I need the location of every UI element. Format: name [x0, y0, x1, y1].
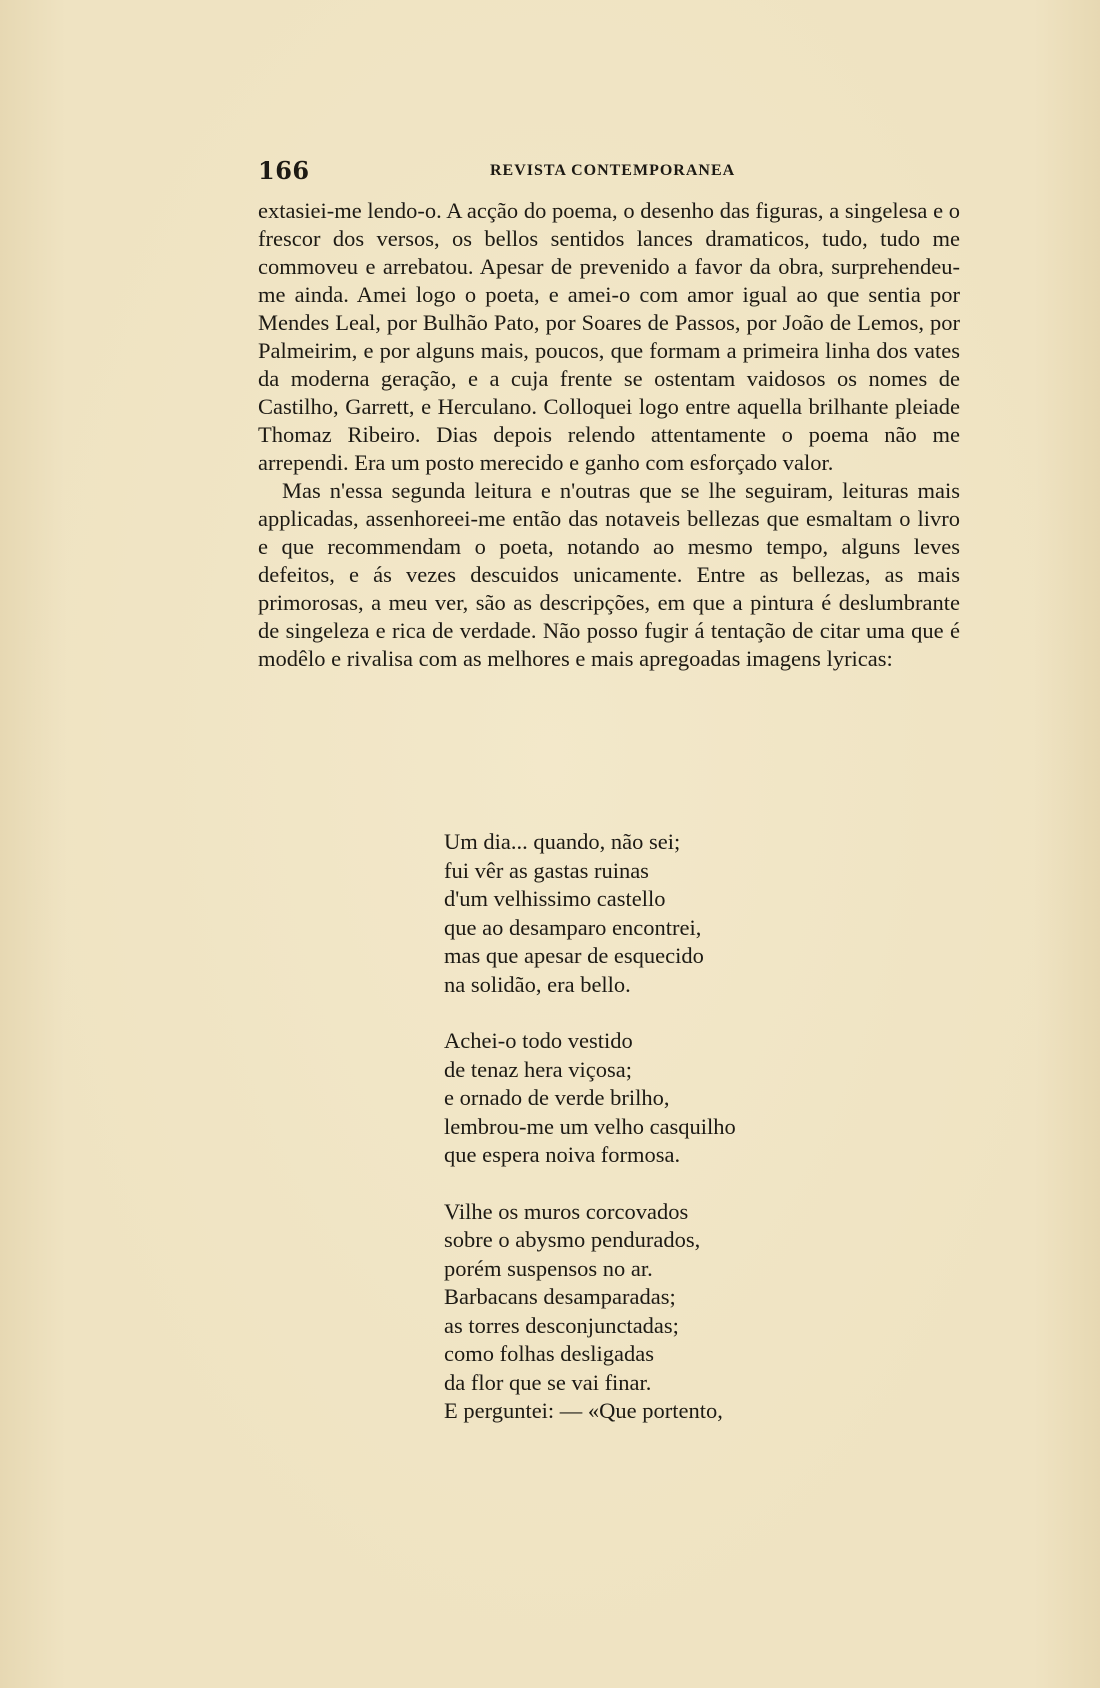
verse-line: as torres desconjunctadas;	[444, 1312, 679, 1338]
verse-line: que ao desamparo encontrei,	[444, 914, 702, 940]
verse-line: E perguntei: — «Que portento,	[444, 1398, 723, 1423]
verse-line: Vilhe os muros corcovados	[444, 1198, 689, 1224]
stanza	[444, 1027, 736, 1170]
verse-line: na solidão, era bello.	[444, 971, 631, 997]
verse-line: de tenaz hera viçosa;	[444, 1056, 633, 1082]
running-head: REVISTA CONTEMPORANEA	[490, 162, 736, 179]
page-number: 166	[258, 156, 310, 185]
verse-line: lembrou-me um velho casquilho	[444, 1113, 736, 1139]
verse-line: Achei-o todo vestido	[444, 1028, 633, 1053]
verse-line: como folhas desligadas	[444, 1341, 654, 1366]
verse-line: porém suspensos no ar.	[444, 1255, 653, 1281]
page-header	[258, 156, 960, 186]
stanza	[444, 1198, 736, 1426]
stanza	[444, 828, 736, 999]
verse-line: d'um velhissimo castello	[444, 886, 666, 911]
verse-line: mas que apesar de esquecido	[444, 943, 704, 968]
verse-line: sobre o abysmo pendurados,	[444, 1227, 701, 1252]
poem	[444, 828, 736, 1454]
prose-body	[258, 197, 960, 673]
paragraph: extasiei-me lendo-o. A acção do poema, o desenho das figuras, a singelesa e o frescor dos versos, os bellos sentidos lances dramaticos, tudo, tudo me commoveu e arrebatou. Apesar de prevenido a favor da obra, surprehendeu-me ainda. Amei logo o poeta, e amei-o com amor igual ao que sentia por Mendes Leal, por Bulhão Pato, por Soares de Passos, por João de Lemos, por Palmeirim, e por alguns mais, poucos, que formam a primeira linha dos vates da moderna geração, e a cuja frente se ostentam vaidosos os nomes de Castilho, Garrett, e Herculano. Colloquei logo entre aquella brilhante pleiade Thomaz Ribeiro. Dias depois relendo attentamente o poema não me arrependi. Era um posto merecido e ganho com esforçado valor.	[258, 198, 960, 475]
verse-line: Um dia... quando, não sei;	[444, 829, 681, 854]
paragraph: Mas n'essa segunda leitura e n'outras que se lhe seguiram, leituras mais applicadas, assenhoreei-me então das notaveis bellezas que esmaltam o livro e que recommendam o poeta, notando ao mesmo tempo, alguns leves defeitos, e ás vezes descuidos unicamente. Entre as bellezas, as mais primorosas, a meu ver, são as descripções, em que a pintura é deslumbrante de singeleza e rica de verdade. Não posso fugir á tentação de citar uma que é modêlo e rivalisa com as melhores e mais apregoadas imagens lyricas:	[258, 478, 960, 671]
verse-line: Barbacans desamparadas;	[444, 1284, 676, 1309]
verse-line: e ornado de verde brilho,	[444, 1085, 670, 1110]
verse-line: fui vêr as gastas ruinas	[444, 857, 649, 883]
verse-line: da flor que se vai finar.	[444, 1369, 652, 1395]
verse-line: que espera noiva formosa.	[444, 1142, 681, 1167]
